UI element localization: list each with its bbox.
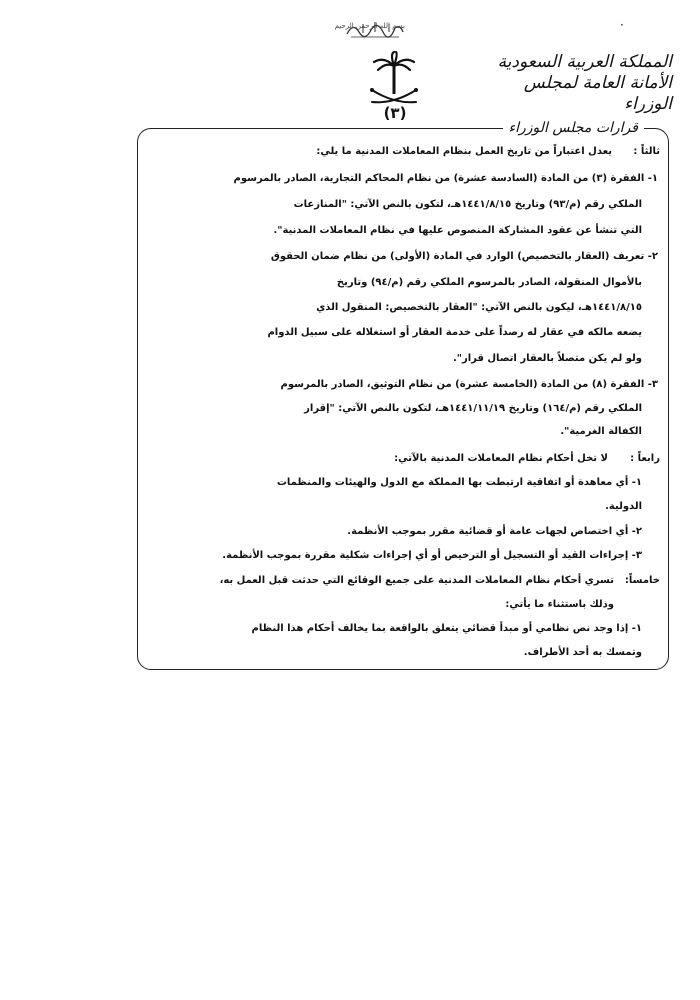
fourth-item3: ٣- إجراءات القيد أو التسجيل أو الترخيص أو أي إجراءات شكلية مقررة بموجب الأنظمة. <box>222 550 642 561</box>
section-tab: قرارات مجلس الوزراء <box>503 120 644 136</box>
fifth-item1-line1: ١- إذا وجد نص نظامي أو مبدأ قضائي يتعلق بالواقعة بما يخالف أحكام هذا النظام <box>251 623 642 634</box>
third-item1-line3: التي تنشأ عن عقود المشاركة المنصوص عليها في نظام المعاملات المدنية". <box>273 225 642 236</box>
fourth-label: رابعاً : <box>630 453 660 464</box>
basmala-text: بسم الله الرحمن الرحيم <box>334 22 405 30</box>
fourth-intro: لا تخل أحكام نظام المعاملات المدنية بالآتي: <box>394 453 608 464</box>
fifth-intro-line2: وذلك باستثناء ما يأتي: <box>505 599 614 610</box>
third-item2-line1: ٢- تعريف (العقار بالتخصيص) الوارد في المادة (الأولى) من نظام ضمان الحقوق <box>270 251 658 262</box>
fourth-item1-line1: ١- أي معاهدة أو اتفاقية ارتبطت بها المملكة مع الدول والهيئات والمنظمات <box>276 477 642 488</box>
page-number: (٣) <box>383 104 407 122</box>
third-item2-line5: ولو لم يكن متصلاً بالعقار اتصال قرار". <box>452 353 642 364</box>
fifth-intro-line1: تسري أحكام نظام المعاملات المدنية على جميع الوقائع التي حدثت قبل العمل به، <box>219 575 614 586</box>
letterhead <box>492 52 672 116</box>
third-item3-line2: الملكي رقم (م/١٦٤) وتاريخ ١٤٤١/١١/١٩هـ، لتكون بالنص الآتي: "إقرار <box>304 403 642 414</box>
letterhead-country: المملكة العربية السعودية <box>497 52 672 72</box>
third-label: ثالثاً : <box>633 146 660 157</box>
third-item2-line3: ١٤٤١/٨/١٥هـ، ليكون بالنص الآتي: "العقار بالتخصيص: المنقول الذي <box>316 302 642 313</box>
fifth-label: خامساً: <box>624 575 660 586</box>
corner-mark: · <box>620 18 624 32</box>
saudi-emblem-icon <box>366 50 422 112</box>
fourth-item1-line2: الدولية. <box>605 501 642 512</box>
letterhead-agency: الأمانة العامة لمجلس الوزراء <box>523 73 672 114</box>
third-item3-line1: ٣- الفقرة (٨) من المادة (الخامسة عشرة) من نظام التوثيق، الصادر بالمرسوم <box>280 379 658 390</box>
third-intro: يعدل اعتباراً من تاريخ العمل بنظام المعاملات المدنية ما يلي: <box>316 146 612 157</box>
third-item2-line4: يضعه مالكه في عقار له رصداً على خدمة العقار أو استغلاله على سبيل الدوام <box>267 327 642 338</box>
third-item1-line1: ١- الفقرة (٣) من المادة (السادسة عشرة) من نظام المحاكم التجارية، الصادر بالمرسوم <box>233 173 658 184</box>
third-item1-line2: الملكي رقم (م/٩٣) وتاريخ ١٤٤١/٨/١٥هـ، لتكون بالنص الآتي: "المنازعات <box>293 199 642 210</box>
third-item2-line2: بالأموال المنقولة، الصادر بالمرسوم الملكي رقم (م/٩٤) وتاريخ <box>336 277 642 288</box>
fourth-item2: ٢- أي اختصاص لجهات عامة أو قضائية مقرر بموجب الأنظمة. <box>347 526 642 537</box>
third-item3-line3: الكفالة الغرمية". <box>560 426 642 437</box>
fifth-item1-line2: وتمسك به أحد الأطراف. <box>523 647 642 658</box>
